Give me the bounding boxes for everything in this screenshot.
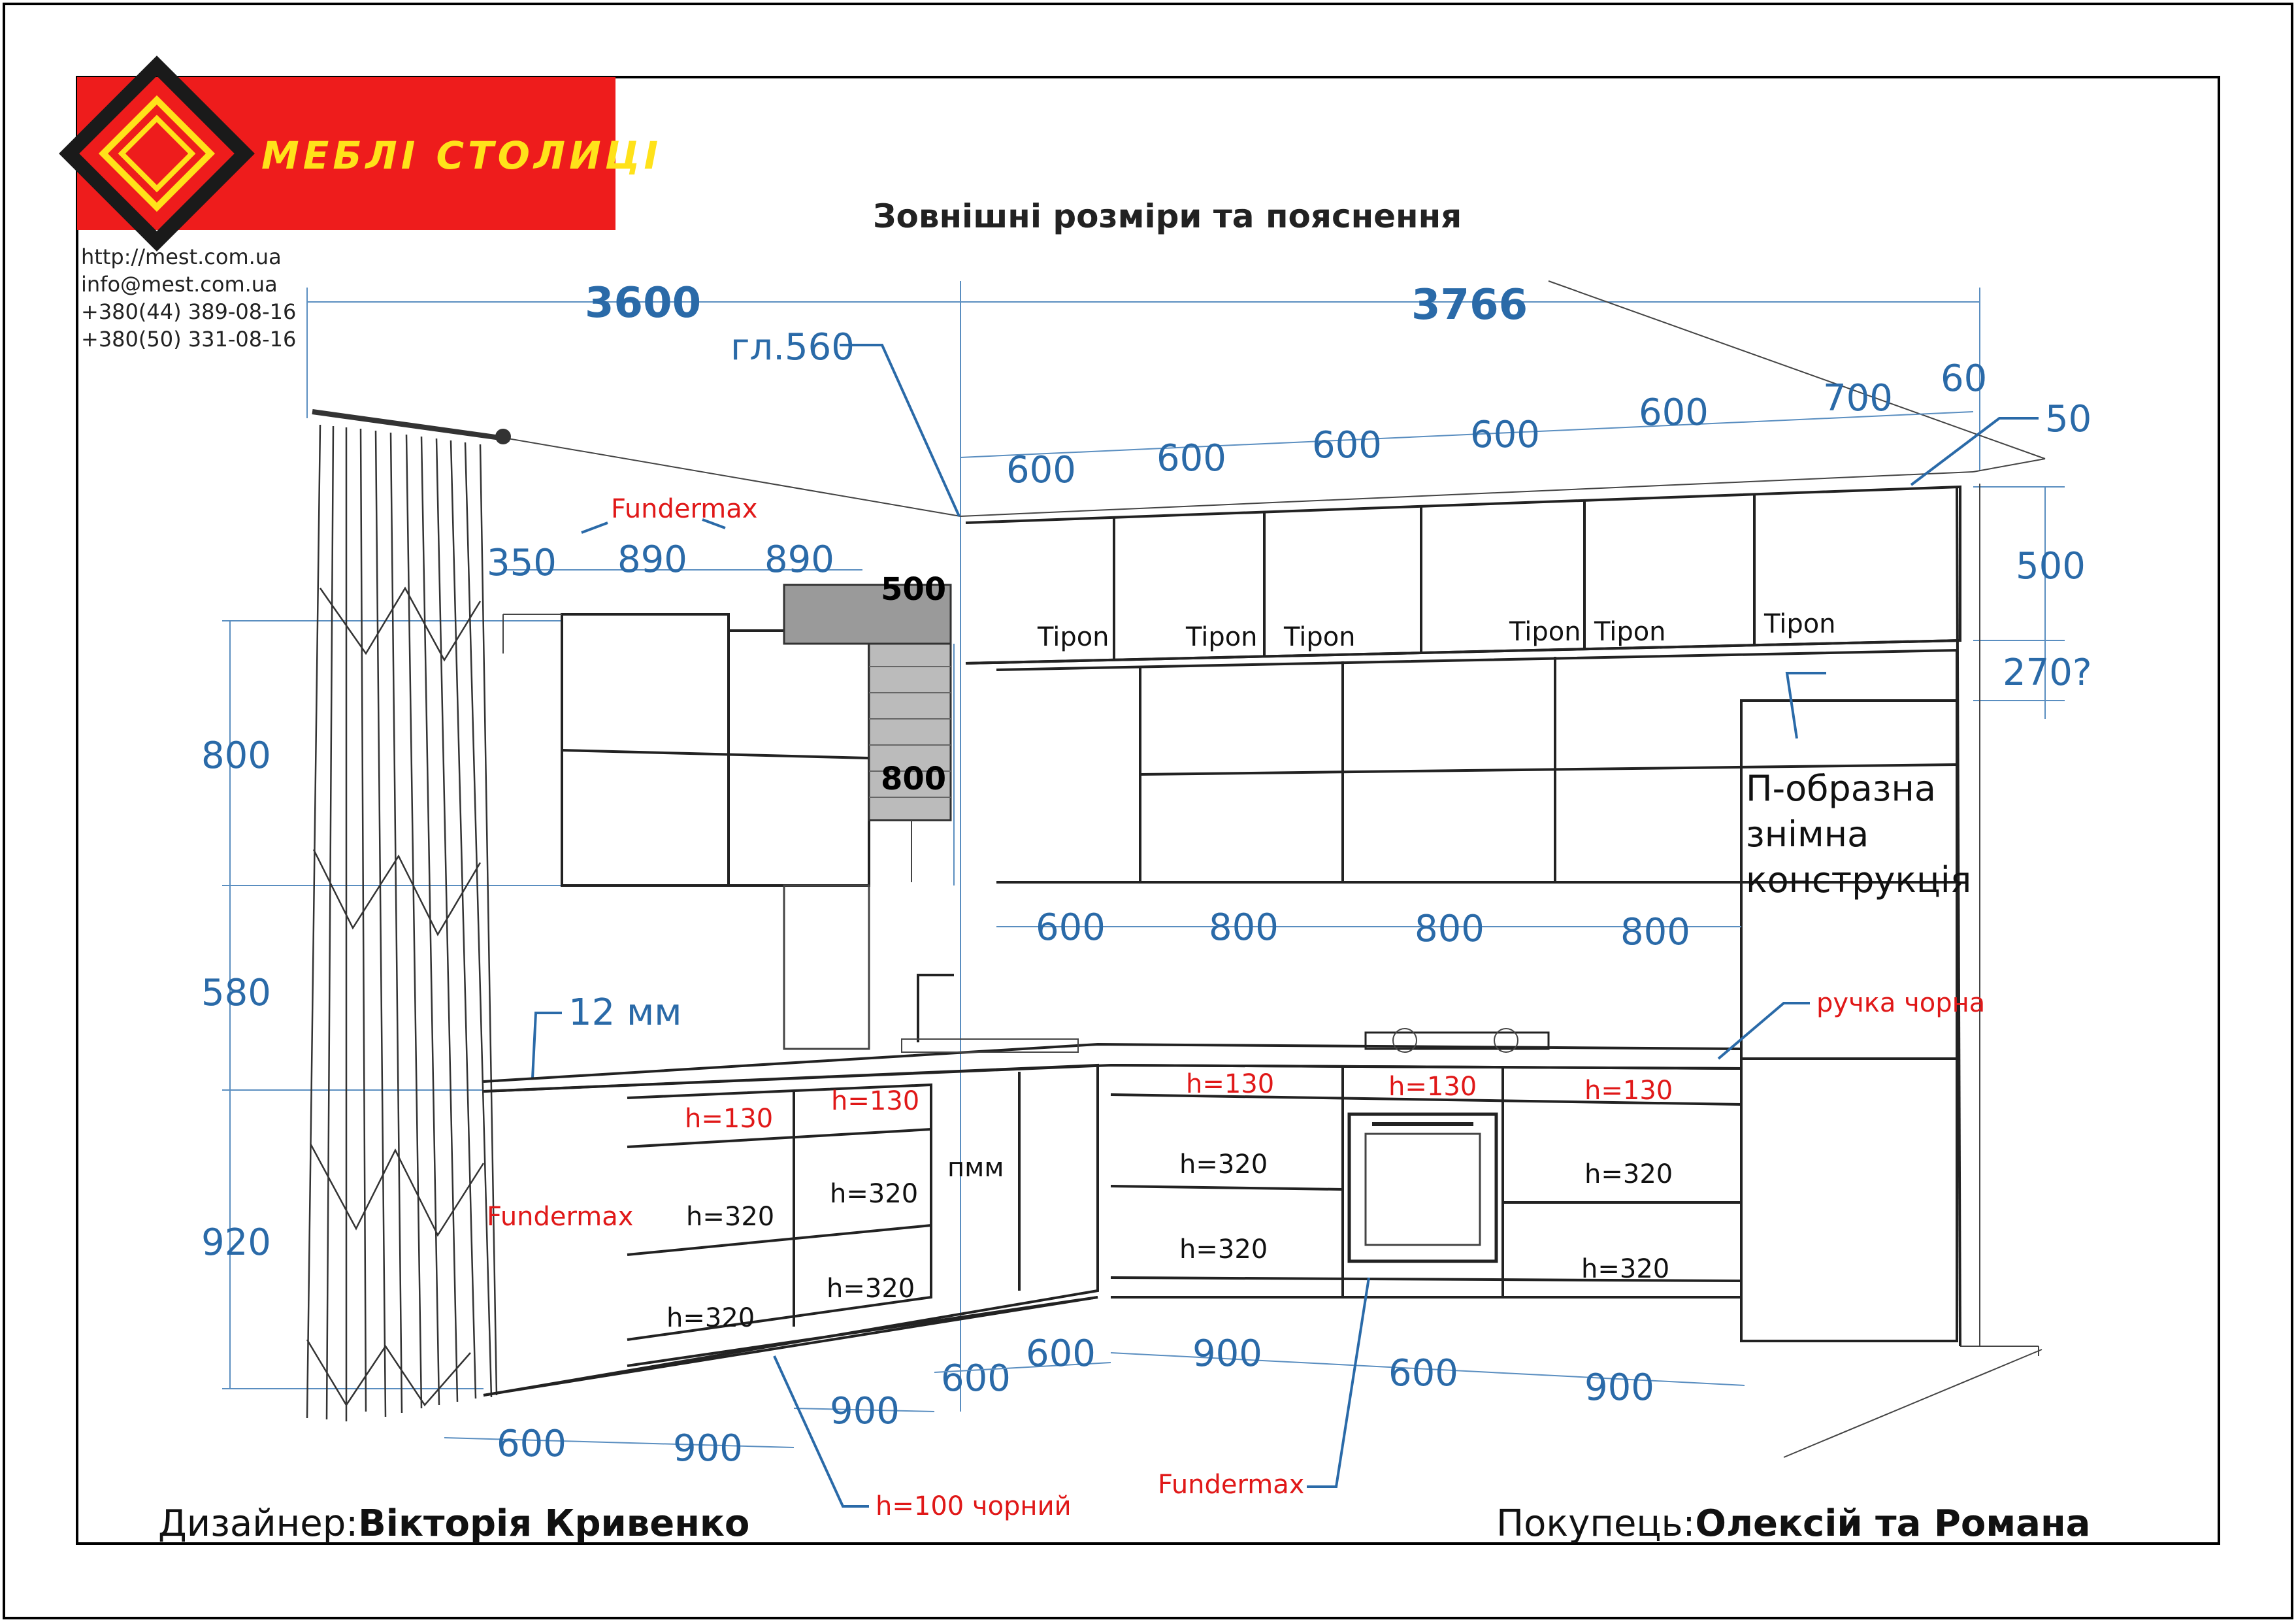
h320-left-2: h=320 [830, 1179, 919, 1209]
upper-height: 800 [201, 735, 271, 777]
window-dim-500: 500 [881, 571, 947, 608]
right-dim-50-arrow [1911, 418, 2039, 485]
wall-mid-width-1: 600 [1036, 906, 1106, 949]
left-wall-dim-890b: 890 [764, 538, 834, 581]
tipon-2: Tipon [1186, 622, 1258, 652]
right-dim-500: 500 [2016, 545, 2086, 588]
countertop-arrow [533, 1013, 562, 1078]
upper-width-4: 600 [1470, 414, 1540, 456]
upper-width-3: 600 [1312, 424, 1382, 467]
contact-site: http://mest.com.ua [81, 244, 282, 269]
frame-note-line-3: конструкція [1746, 859, 1972, 901]
base-left-width-3: 900 [830, 1390, 900, 1432]
drawing-frame [77, 77, 2219, 1544]
h130-left-1: h=130 [685, 1104, 774, 1134]
brand-logo [69, 66, 662, 242]
h320-left-4: h=320 [827, 1274, 915, 1304]
base-left-width-4: 600 [941, 1357, 1011, 1400]
plinth-note: h=100 чорний [876, 1491, 1072, 1521]
window-blind [784, 585, 951, 1049]
wall-mid-width-2: 800 [1209, 906, 1279, 949]
base-right-width-1: 600 [1026, 1332, 1096, 1375]
customer-name: Олексій та Романа [1695, 1502, 2091, 1545]
frame-note-line-1: П-образна [1746, 768, 1936, 809]
base-right-width-3: 600 [1388, 1352, 1458, 1395]
ceiling-corner [1973, 459, 2045, 472]
base-height: 920 [201, 1221, 271, 1264]
wall-mid-width-3: 800 [1415, 908, 1484, 950]
fundermax-upper-arrow-1 [582, 523, 608, 533]
upper-width-5: 600 [1639, 391, 1709, 434]
ceiling-line-back [960, 472, 1973, 516]
designer-label: Дизайнер: [158, 1502, 359, 1545]
designer-name: Вікторія Кривенко [358, 1502, 750, 1545]
overall-width-right: 3766 [1411, 281, 1528, 329]
tipon-6: Tipon [1764, 609, 1836, 639]
upper-width-2: 600 [1156, 437, 1226, 480]
right-dim-50: 50 [2045, 398, 2092, 440]
frame-note-line-2: знімна [1746, 814, 1869, 855]
tipon-4: Tipon [1509, 617, 1581, 647]
tipon-3: Tipon [1284, 622, 1356, 652]
h320-left-1: h=320 [686, 1202, 775, 1232]
h320-left-3: h=320 [666, 1303, 755, 1333]
overall-width-left: 3600 [585, 279, 702, 327]
backsplash-height: 580 [201, 972, 271, 1014]
contact-phone-1: +380(44) 389-08-16 [81, 299, 297, 324]
countertop-thickness: 12 мм [568, 991, 682, 1034]
fundermax-label-base-left: Fundermax [487, 1202, 634, 1232]
handle-arrow [1718, 1003, 1810, 1059]
page-title: Зовнішні розміри та пояснення [873, 197, 1462, 235]
h320-right-1: h=320 [1179, 1150, 1268, 1180]
h130-left-2: h=130 [831, 1086, 920, 1116]
base-right-width-4: 900 [1584, 1366, 1654, 1409]
base-left-width-2: 900 [673, 1427, 743, 1470]
window-dim-800: 800 [881, 761, 947, 797]
tipon-5: Tipon [1594, 617, 1666, 647]
base-left-width-1: 600 [497, 1423, 566, 1465]
upper-width-1: 600 [1006, 449, 1076, 491]
tipon-1: Tipon [1038, 622, 1109, 652]
dishwasher-label: пмм [947, 1153, 1004, 1183]
upper-width-7: 60 [1941, 357, 1988, 400]
wall-mid-width-4: 800 [1620, 911, 1690, 953]
h130-right-1: h=130 [1186, 1069, 1275, 1099]
fundermax-label-upper: Fundermax [611, 494, 758, 524]
customer-credit [1496, 1502, 2090, 1545]
frame-arrow [1787, 673, 1826, 738]
curtain [307, 412, 511, 1421]
upper-width-6: 700 [1823, 377, 1893, 420]
fundermax-label-base-right: Fundermax [1158, 1470, 1305, 1500]
contact-email: info@mest.com.ua [81, 272, 278, 297]
right-dim-270: 270? [2003, 652, 2092, 694]
h320-right-2: h=320 [1179, 1234, 1268, 1265]
h130-right-2: h=130 [1388, 1072, 1477, 1102]
designer-credit [158, 1502, 749, 1545]
floor-diagonal [1784, 1349, 2042, 1457]
gas-hob-icon [1366, 1029, 1549, 1052]
depth-note: гл.560 [730, 326, 855, 369]
handle-note: ручка чорна [1816, 988, 1986, 1018]
left-wall-dim-350: 350 [487, 542, 557, 584]
h130-right-3: h=130 [1584, 1076, 1673, 1106]
customer-label: Покупець: [1496, 1502, 1696, 1545]
brand-name: МЕБЛІ СТОЛИЦІ [261, 133, 663, 178]
upper-widths-dim-line [960, 412, 1973, 457]
h320-right-3: h=320 [1584, 1159, 1673, 1189]
sheet-border [4, 4, 2292, 1618]
oven-icon [1349, 1114, 1496, 1261]
fundermax-right-arrow [1307, 1278, 1369, 1487]
contact-phone-2: +380(50) 331-08-16 [81, 327, 297, 352]
depth-leader-arrow [840, 345, 959, 516]
left-wall-upper-cabinets [503, 614, 869, 885]
base-right-width-2: 900 [1192, 1332, 1262, 1375]
left-wall-dim-890a: 890 [617, 538, 687, 581]
sink-faucet-icon [902, 974, 1078, 1052]
h320-right-4: h=320 [1581, 1254, 1670, 1284]
